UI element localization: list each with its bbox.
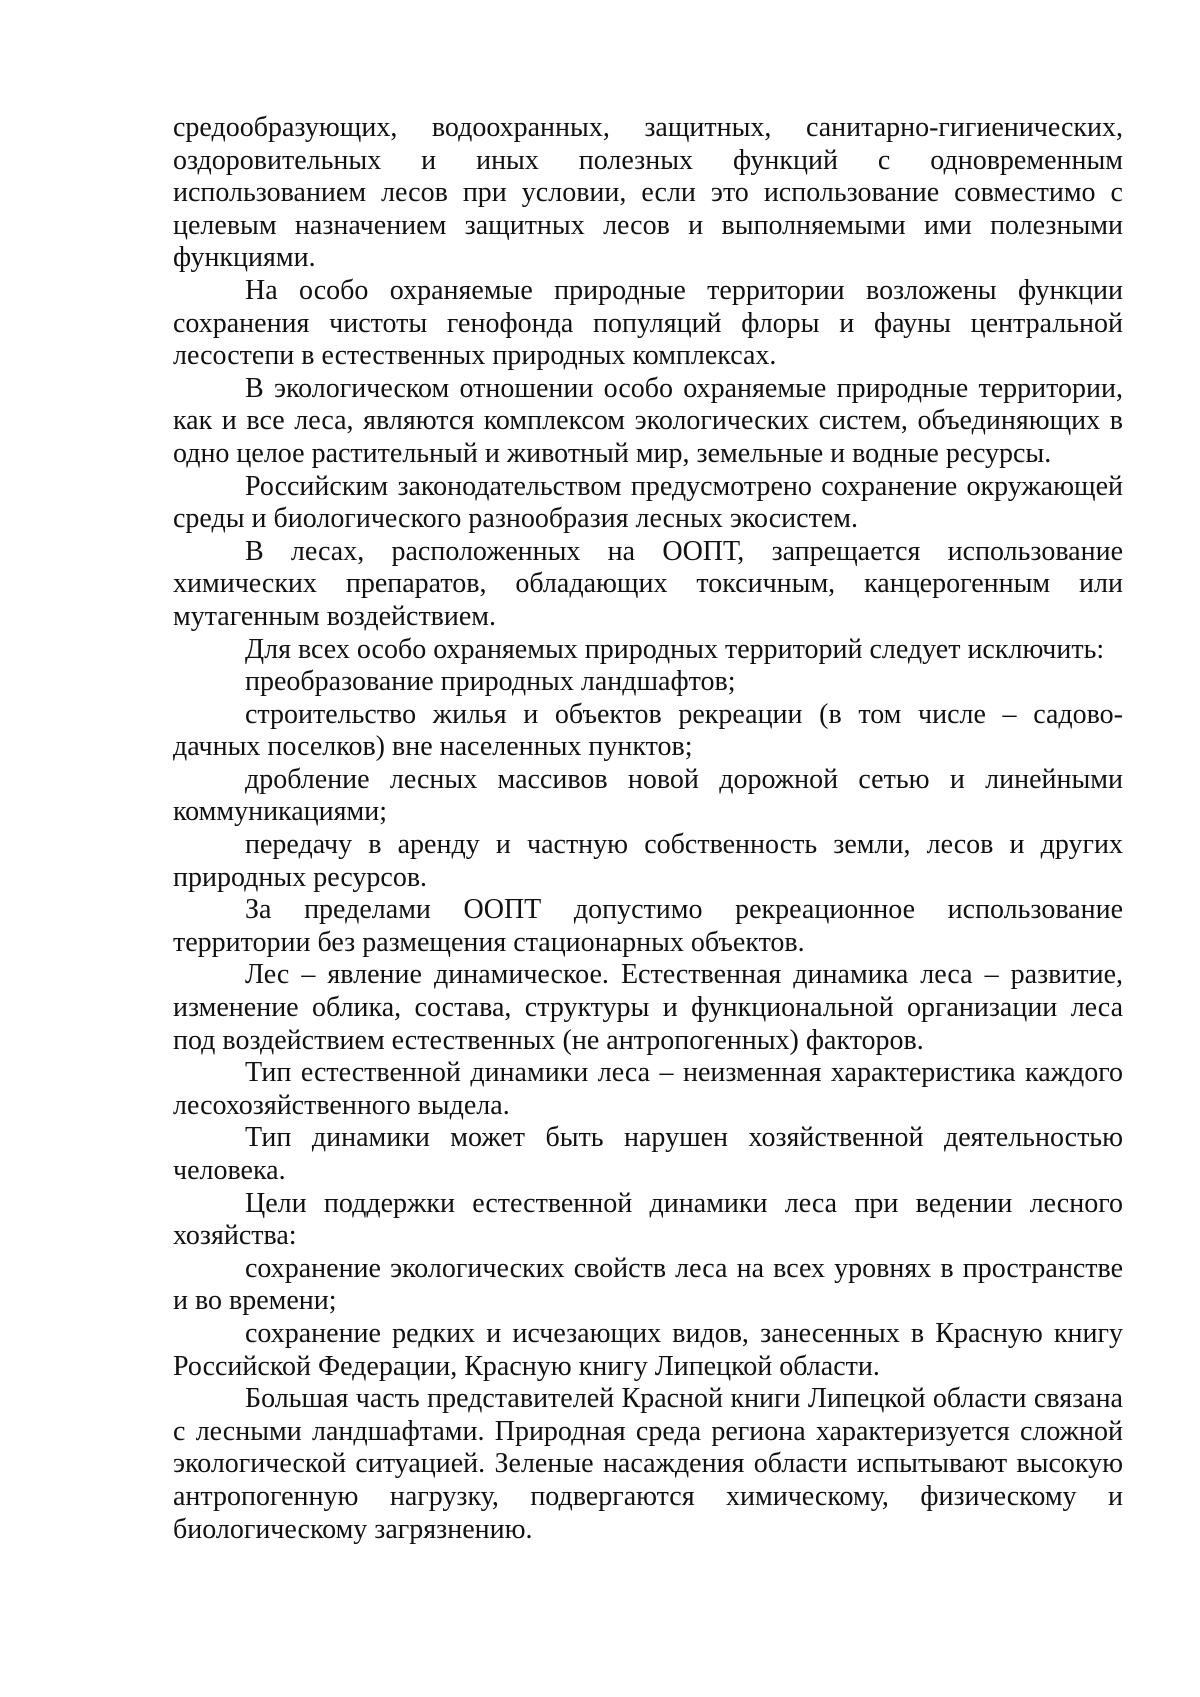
paragraph-continuation: средообразующих, водоохранных, защитных, санитарно-гигиенических, оздоровительных и иных полезных функций с одновременным использованием лесов при условии, если это использование совместимо с целевым назначением защитных лесов и выполняемыми ими полезными функциями.	[173, 112, 1123, 274]
paragraph-ecological-relation: В экологическом отношении особо охраняемые природные территории, как и все леса, являются комплексом экологических систем, объединяющих в одно целое растительный и животный мир, земельные и водные ресурсы.	[173, 372, 1123, 469]
paragraph-forest-dynamics: Лес – явление динамическое. Естественная динамика леса – развитие, изменение облика, состава, структуры и функциональной организации леса под воздействием естественных (не антропогенных) факторов.	[173, 959, 1123, 1056]
paragraph-goals-intro: Цели поддержки естественной динамики леса при ведении лесного хозяйства:	[173, 1187, 1123, 1252]
paragraph-dynamics-disturbed: Тип динамики может быть нарушен хозяйственной деятельностью человека.	[173, 1122, 1123, 1186]
paragraph-exclusions-intro: Для всех особо охраняемых природных территорий следует исключить:	[245, 633, 1105, 665]
paragraph-chemicals-ban: В лесах, расположенных на ООПТ, запрещается использование химических препаратов, обладающих токсичным, канцерогенным или мутагенным воздействием.	[173, 535, 1123, 632]
document-page	[173, 112, 1123, 1546]
list-item-rare-species: сохранение редких и исчезающих видов, занесенных в Красную книгу Российской Федерации, Красную книгу Липецкой области.	[173, 1317, 1123, 1382]
paragraph-dynamics-type: Тип естественной динамики леса – неизменная характеристика каждого лесохозяйственного выдела.	[173, 1057, 1123, 1121]
list-item-landscapes: преобразование природных ландшафтов;	[245, 666, 736, 698]
paragraph-red-book: Большая часть представителей Красной книги Липецкой области связана с лесными ландшафтами. Природная среда региона характеризуется сложной экологической ситуацией. Зеленые насаждения области испытывают высокую антропогенную нагрузку, подвергаются химическому, физическому и биологическому загрязнению.	[173, 1383, 1123, 1545]
paragraph-recreation: За пределами ООПТ допустимо рекреационное использование территории без размещения стационарных объектов.	[173, 894, 1123, 958]
list-item-ecological-properties: сохранение экологических свойств леса на всех уровнях в пространстве и во времени;	[173, 1252, 1123, 1317]
list-item-fragmentation: дробление лесных массивов новой дорожной сетью и линейными коммуникациями;	[173, 763, 1123, 828]
paragraph-legislation: Российским законодательством предусмотрено сохранение окружающей среды и биологического разнообразия лесных экосистем.	[173, 470, 1123, 535]
paragraph-protected-areas-functions: На особо охраняемые природные территории возложены функции сохранения чистоты генофонда популяций флоры и фауны центральной лесостепи в естественных природных комплексах.	[173, 274, 1123, 372]
list-item-lease: передачу в аренду и частную собственность земли, лесов и других природных ресурсов.	[173, 829, 1123, 893]
list-item-construction: строительство жилья и объектов рекреации (в том числе – садово-дачных поселков) вне населенных пунктов;	[173, 698, 1123, 763]
